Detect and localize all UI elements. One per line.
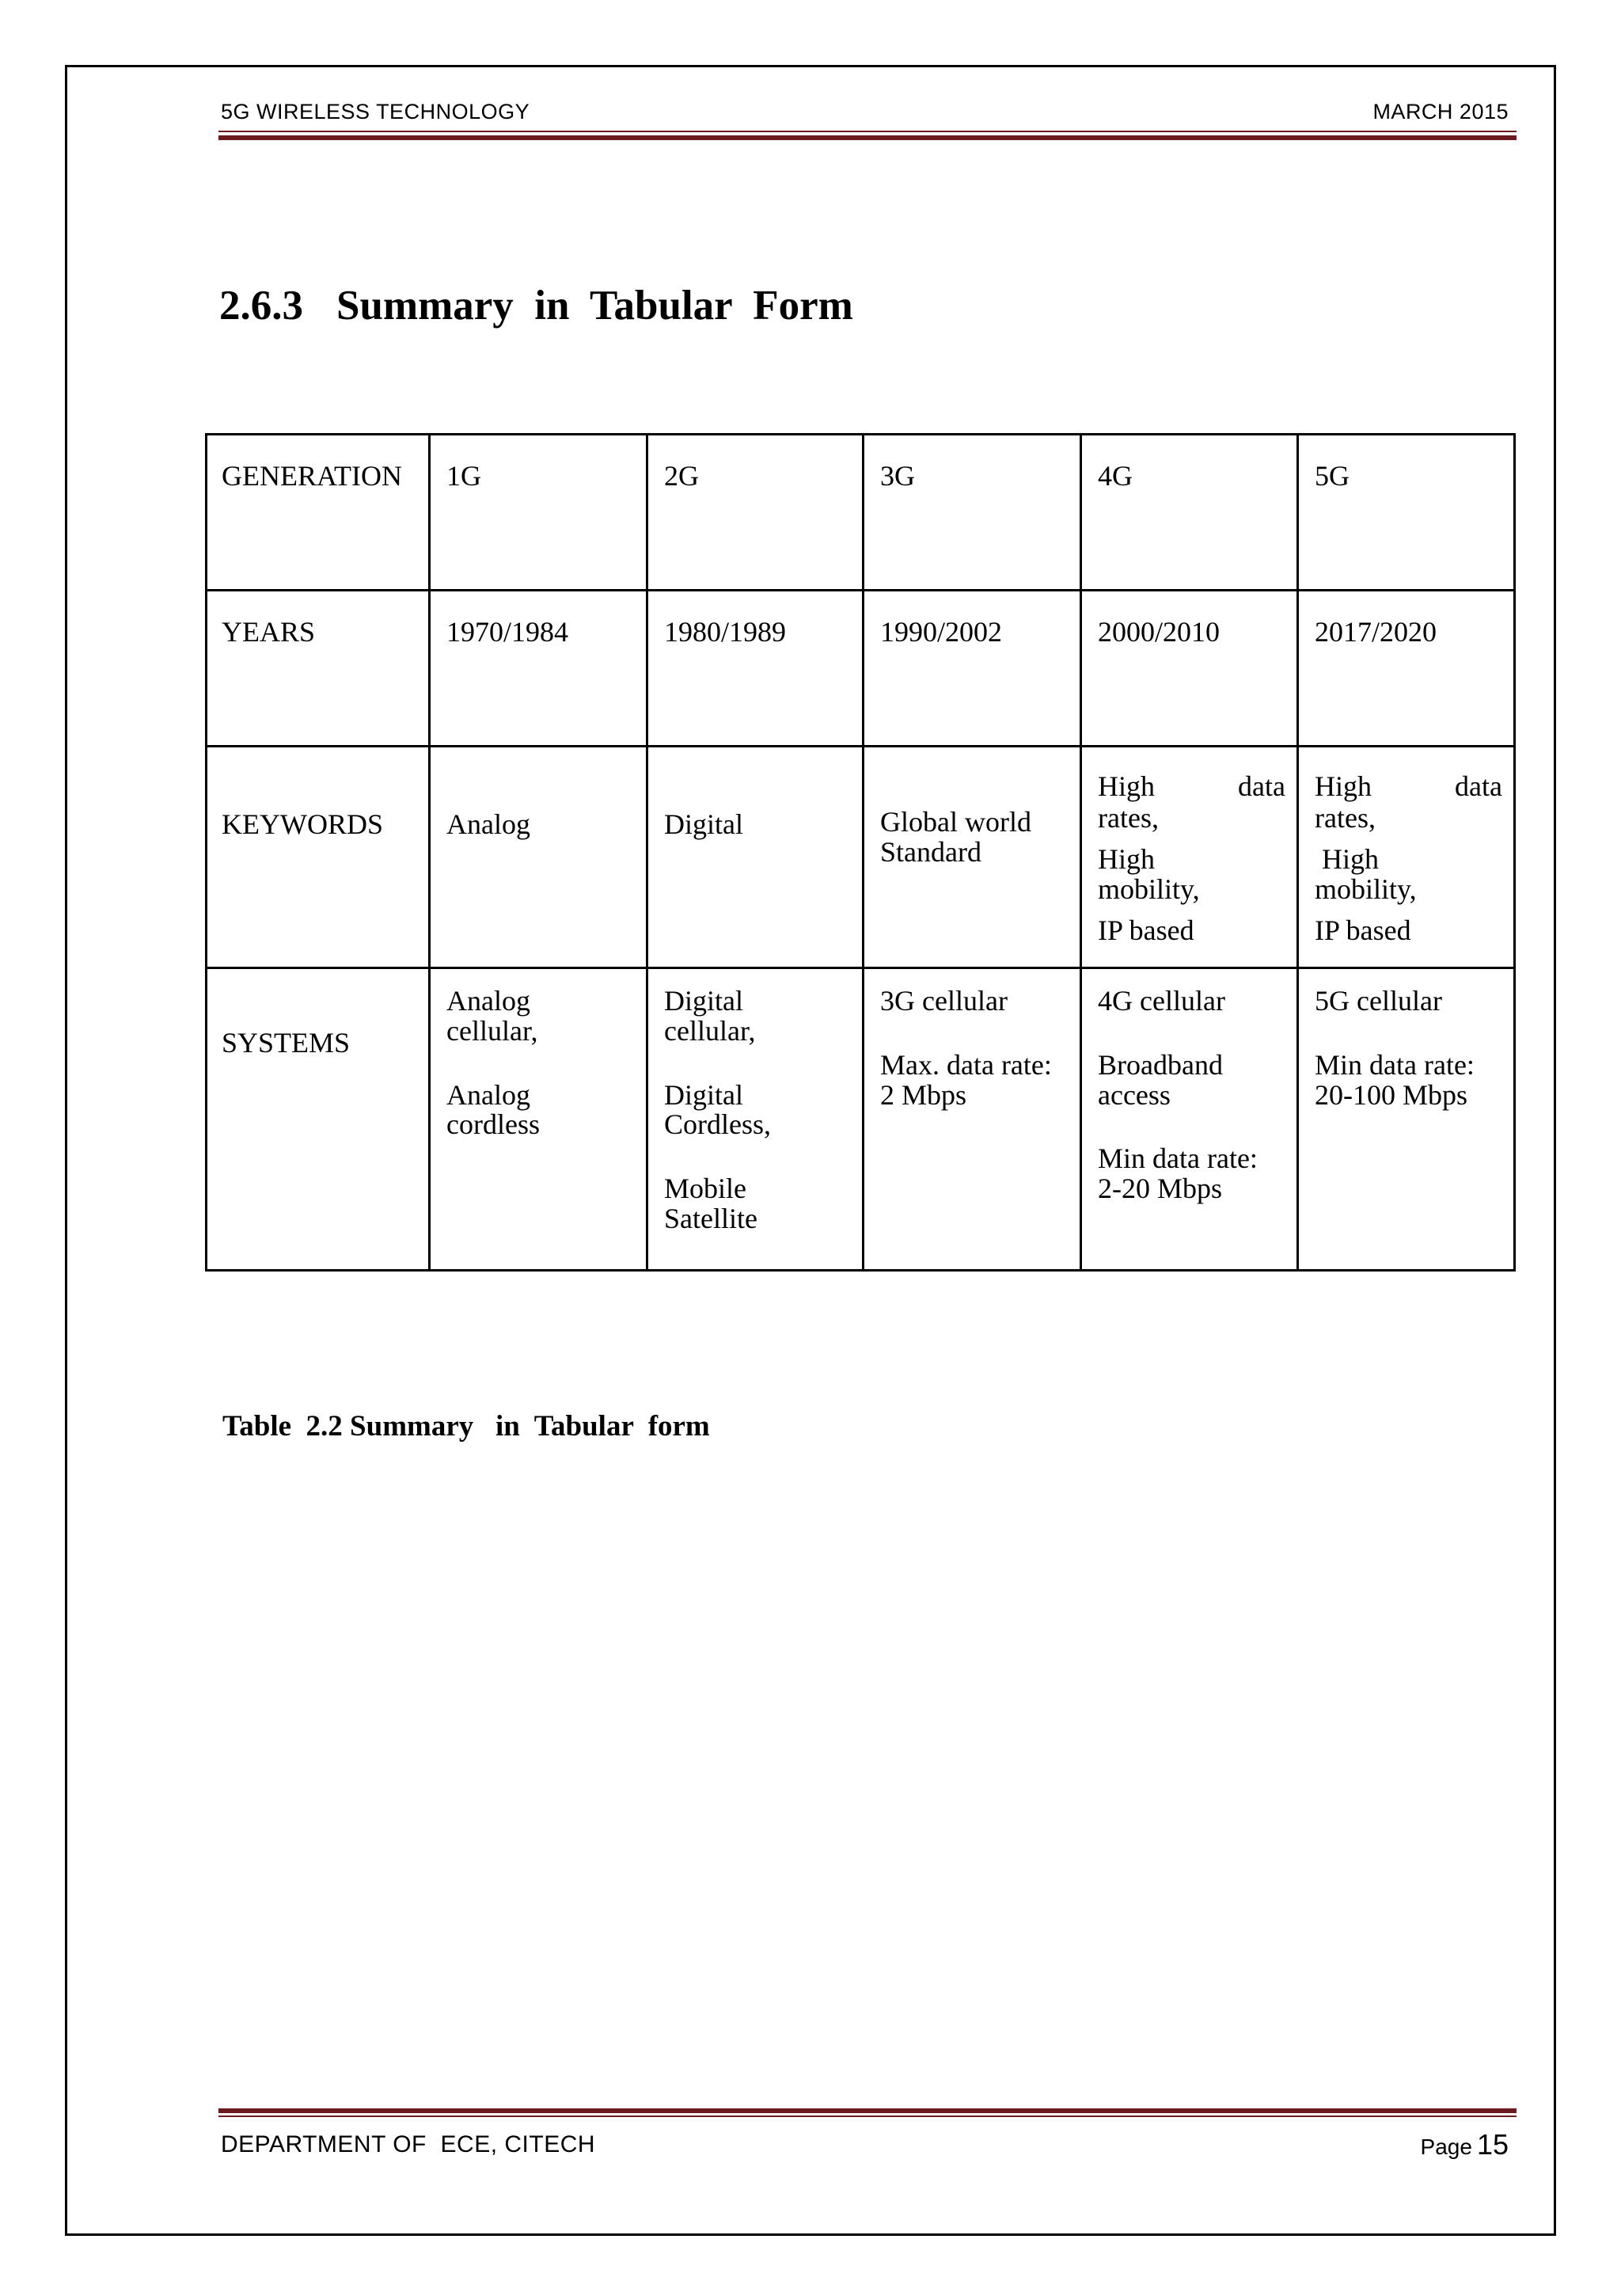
keywords-5g-line: rates, — [1315, 802, 1376, 834]
page-number: 15 — [1476, 2128, 1509, 2161]
keywords-4g-word: High — [1098, 770, 1155, 802]
header-date: MARCH 2015 — [1372, 100, 1509, 124]
systems-3g-line: Max. data rate: — [880, 1048, 1052, 1081]
section-number: 2.6.3 — [219, 283, 303, 329]
systems-2g-line: Cordless, — [664, 1108, 771, 1141]
table-caption: Table 2.2 Summary in Tabular form — [222, 1410, 710, 1443]
systems-5g-line: 20-100 Mbps — [1315, 1078, 1468, 1111]
keywords-5g-line: mobility, — [1315, 872, 1417, 905]
section-heading — [219, 282, 853, 329]
table-row-generation — [207, 435, 1515, 591]
cell-years-1g: 1970/1984 — [430, 591, 647, 747]
section-title: Summary in Tabular Form — [336, 283, 853, 329]
summary-table — [205, 433, 1516, 1272]
systems-2g-line: Digital — [664, 985, 743, 1017]
systems-2g-line: Satellite — [664, 1202, 757, 1234]
cell-generation-3g: 3G — [864, 435, 1081, 591]
systems-3g-line: 2 Mbps — [880, 1078, 967, 1111]
systems-1g-line: Analog — [446, 985, 530, 1017]
systems-3g-line: 3G cellular — [880, 985, 1008, 1017]
footer-page — [1421, 2128, 1509, 2161]
cell-systems-5g — [1298, 968, 1515, 1271]
cell-keywords-4g — [1081, 747, 1298, 968]
cell-label-keywords: KEYWORDS — [207, 747, 430, 968]
page-label: Page — [1420, 2134, 1472, 2159]
systems-4g-line: Broadband — [1098, 1048, 1223, 1081]
systems-5g-line: Min data rate: — [1315, 1048, 1475, 1081]
systems-1g-line: cellular, — [446, 1014, 538, 1047]
cell-generation-1g: 1G — [430, 435, 647, 591]
cell-systems-1g — [430, 968, 647, 1271]
systems-4g-line: 4G cellular — [1098, 985, 1225, 1017]
systems-1g-line: Analog — [446, 1078, 530, 1111]
keywords-5g-word: High — [1315, 770, 1372, 802]
table-row-years — [207, 591, 1515, 747]
keywords-3g-line: Standard — [880, 835, 981, 868]
systems-1g-line: cordless — [446, 1108, 540, 1141]
cell-keywords-3g — [864, 747, 1081, 968]
systems-4g-line: Min data rate: — [1098, 1142, 1258, 1175]
table-row-keywords — [207, 747, 1515, 968]
keywords-5g-word: data — [1455, 770, 1502, 802]
cell-years-3g: 1990/2002 — [864, 591, 1081, 747]
table-row-systems — [207, 968, 1515, 1271]
footer-rule-thin — [218, 2115, 1517, 2117]
systems-4g-line: 2-20 Mbps — [1098, 1173, 1223, 1205]
footer-rule-thick — [218, 2108, 1517, 2113]
keywords-3g-line: Global world — [880, 806, 1031, 838]
keywords-4g-word: data — [1238, 770, 1285, 802]
keywords-5g-line: IP based — [1315, 914, 1411, 946]
keywords-4g-line: mobility, — [1098, 872, 1200, 905]
cell-systems-3g — [864, 968, 1081, 1271]
systems-2g-line: cellular, — [664, 1014, 756, 1047]
systems-5g-line: 5G cellular — [1315, 985, 1442, 1017]
keywords-4g-line: High — [1098, 842, 1155, 875]
cell-systems-4g — [1081, 968, 1298, 1271]
cell-keywords-1g: Analog — [430, 747, 647, 968]
cell-generation-2g: 2G — [647, 435, 864, 591]
keywords-5g-line — [1315, 770, 1502, 804]
cell-label-systems: SYSTEMS — [207, 968, 430, 1271]
keywords-4g-line: IP based — [1098, 914, 1194, 946]
keywords-4g-line: rates, — [1098, 802, 1159, 834]
cell-years-4g: 2000/2010 — [1081, 591, 1298, 747]
systems-4g-line: access — [1098, 1078, 1171, 1111]
cell-generation-5g: 5G — [1298, 435, 1515, 591]
cell-label-years: YEARS — [207, 591, 430, 747]
keywords-5g-line: High — [1315, 842, 1379, 875]
header-rule-thin — [218, 131, 1517, 132]
cell-keywords-5g — [1298, 747, 1515, 968]
cell-years-5g: 2017/2020 — [1298, 591, 1515, 747]
cell-systems-2g — [647, 968, 864, 1271]
cell-label-generation: GENERATION — [207, 435, 430, 591]
header-rule-thick — [218, 135, 1517, 140]
systems-2g-line: Mobile — [664, 1173, 746, 1205]
footer-department: DEPARTMENT OF ECE, CITECH — [221, 2131, 596, 2157]
cell-years-2g: 1980/1989 — [647, 591, 864, 747]
header-title: 5G WIRELESS TECHNOLOGY — [221, 100, 530, 124]
cell-keywords-2g: Digital — [647, 747, 864, 968]
systems-2g-line: Digital — [664, 1078, 743, 1111]
keywords-4g-line — [1098, 770, 1285, 804]
cell-generation-4g: 4G — [1081, 435, 1298, 591]
